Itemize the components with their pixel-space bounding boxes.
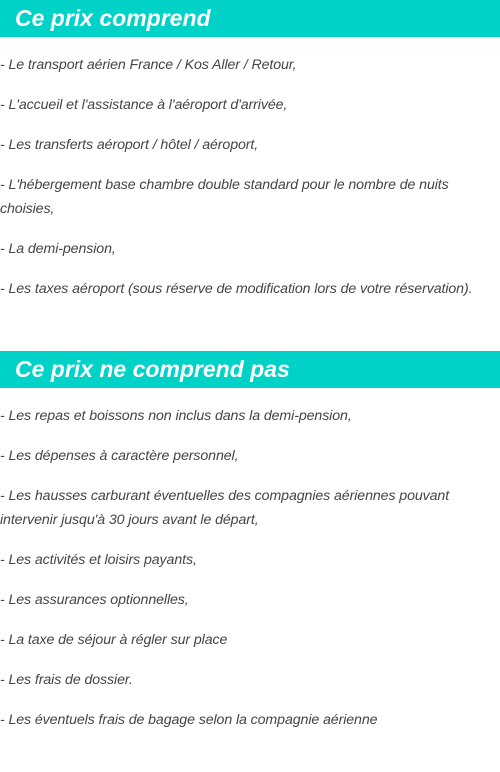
list-item: - Les repas et boissons non inclus dans la demi-pension, (0, 408, 352, 424)
list-item: - La demi-pension, (0, 241, 116, 257)
list-item: - Les activités et loisirs payants, (0, 552, 197, 568)
list-item: - Les frais de dossier. (0, 672, 133, 688)
list-item: - Les assurances optionnelles, (0, 592, 189, 608)
excluded-list (0, 404, 500, 748)
list-item: - La taxe de séjour à régler sur place (0, 632, 228, 648)
list-item: - Les transferts aéroport / hôtel / aéroport, (0, 137, 259, 153)
included-section-title: Ce prix comprend (0, 0, 500, 37)
list-item: - L'hébergement base chambre double standard pour le nombre de nuits choisies, (0, 177, 449, 217)
list-item: - L'accueil et l'assistance à l'aéroport d'arrivée, (0, 97, 288, 113)
list-item: - Les taxes aéroport (sous réserve de modification lors de votre réservation). (0, 281, 473, 297)
list-item: - Les dépenses à caractère personnel, (0, 448, 239, 464)
list-item: - Les hausses carburant éventuelles des compagnies aériennes pouvant intervenir jusqu'à 30 jours avant le départ, (0, 488, 450, 528)
list-item: - Les éventuels frais de bagage selon la compagnie aérienne (0, 712, 378, 728)
list-item: - Le transport aérien France / Kos Aller / Retour, (0, 57, 297, 73)
included-list (0, 53, 500, 317)
excluded-section-title: Ce prix ne comprend pas (0, 351, 500, 388)
